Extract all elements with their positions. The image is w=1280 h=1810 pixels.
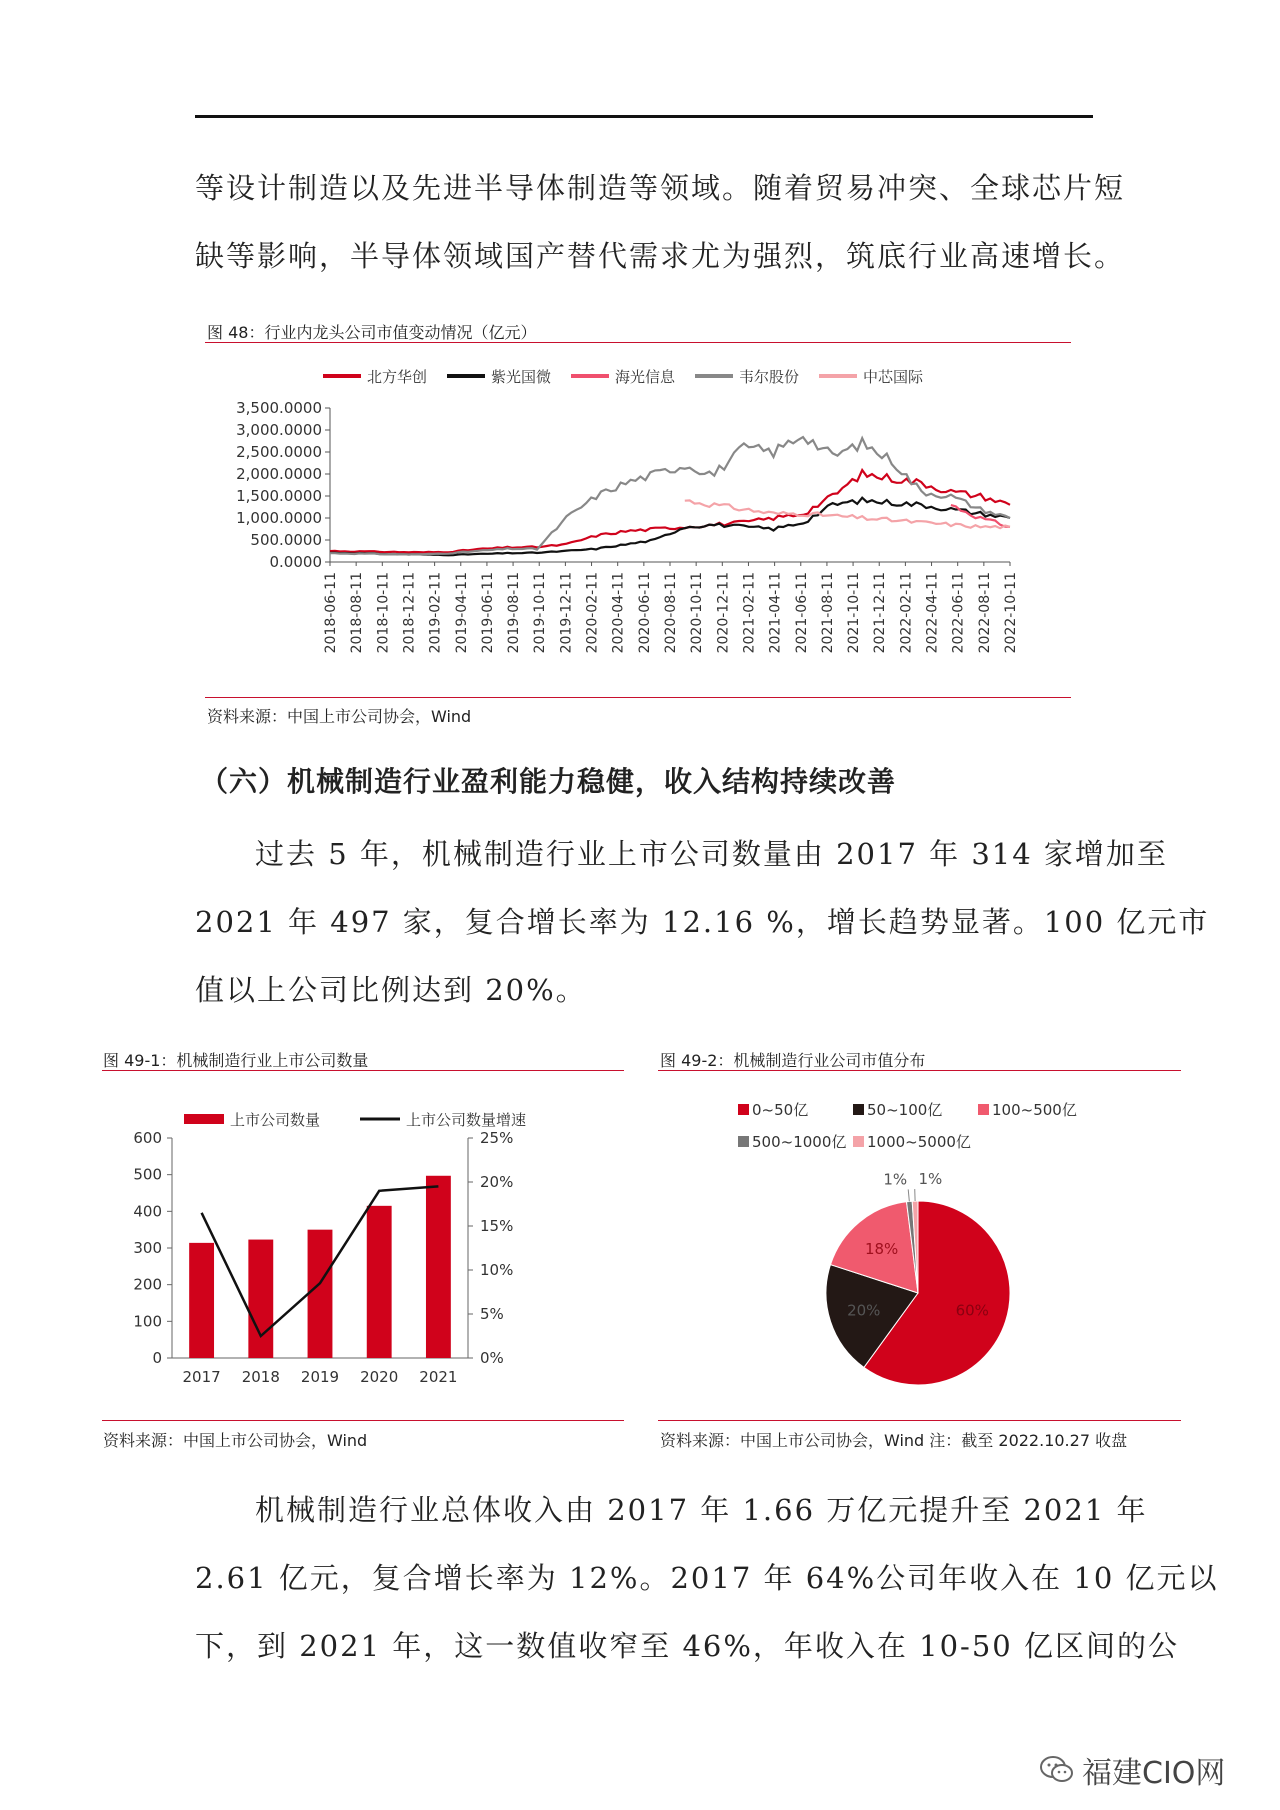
fig49-2-top-rule — [658, 1070, 1181, 1071]
x-tick-label: 2017 — [182, 1368, 221, 1386]
y-tick-label: 600 — [133, 1129, 162, 1147]
legend-swatch — [853, 1136, 864, 1147]
legend-label: 海光信息 — [615, 368, 676, 386]
y-tick-label: 3,500.0000 — [236, 399, 322, 417]
series-line — [330, 498, 1010, 556]
legend-label: 0~50亿 — [752, 1101, 809, 1119]
y-tick-label: 1,500.0000 — [236, 487, 322, 505]
paragraph-2 — [195, 820, 1210, 1024]
y2-tick-label: 15% — [480, 1217, 514, 1235]
fig49-2-pie-chart — [658, 1078, 1181, 1408]
x-tick-label: 2018-06-11 — [323, 572, 339, 654]
y2-tick-label: 0% — [480, 1349, 504, 1367]
legend-swatch — [738, 1136, 749, 1147]
x-tick-label: 2021-06-11 — [793, 572, 810, 654]
fig49-2-bottom-rule — [658, 1420, 1181, 1421]
x-tick-label: 2022-06-11 — [950, 572, 967, 654]
fig48-source: 资料来源：中国上市公司协会，Wind — [207, 707, 472, 726]
bar — [189, 1243, 214, 1358]
legend-label: 紫光国微 — [491, 368, 552, 386]
x-tick-label: 2019-10-11 — [532, 572, 549, 654]
paragraph-line: 2.61 亿元，复合增长率为 12%。2017 年 64%公司年收入在 10 亿元以 — [195, 1561, 1219, 1595]
x-tick-label: 2018-12-11 — [401, 572, 418, 654]
fig49-1-source: 资料来源：中国上市公司协会，Wind — [103, 1431, 368, 1450]
y2-tick-label: 20% — [480, 1173, 514, 1191]
paragraph-1 — [195, 154, 1126, 290]
paragraph-line: 缺等影响，半导体领域国产替代需求尤为强烈，筑底行业高速增长。 — [195, 239, 1126, 273]
y-tick-label: 500.0000 — [250, 531, 322, 549]
fig49-1-bottom-rule — [102, 1420, 624, 1421]
y-tick-label: 300 — [133, 1239, 162, 1257]
legend-swatch — [978, 1104, 989, 1115]
bar — [308, 1230, 333, 1358]
x-tick-label: 2020-06-11 — [636, 572, 653, 654]
x-tick-label: 2022-04-11 — [924, 572, 941, 654]
x-tick-label: 2021-04-11 — [767, 572, 784, 654]
legend-swatch — [184, 1114, 224, 1124]
paragraph-line: 等设计制造以及先进半导体制造等领域。随着贸易冲突、全球芯片短 — [195, 171, 1126, 205]
legend-swatch — [738, 1104, 749, 1115]
y2-tick-label: 10% — [480, 1261, 514, 1279]
paragraph-line: 值以上公司比例达到 20%。 — [195, 973, 587, 1007]
y-tick-label: 0 — [152, 1349, 162, 1367]
legend-label: 上市公司数量 — [230, 1111, 321, 1129]
fig48-bottom-rule — [205, 697, 1071, 698]
fig48-line-chart — [205, 352, 1071, 688]
fig49-2-title: 图 49-2：机械制造行业公司市值分布 — [660, 1051, 926, 1070]
legend-swatch — [853, 1104, 864, 1115]
x-tick-label: 2022-10-11 — [1003, 572, 1019, 654]
x-tick-label: 2021-12-11 — [872, 572, 889, 654]
paragraph-line: 下，到 2021 年，这一数值收窄至 46%，年收入在 10-50 亿区间的公 — [195, 1629, 1179, 1663]
watermark-text: 福建CIO网 — [1082, 1756, 1226, 1791]
y2-tick-label: 25% — [480, 1129, 514, 1147]
x-tick-label: 2019-12-11 — [558, 572, 575, 654]
y-tick-label: 100 — [133, 1312, 162, 1331]
y-tick-label: 1,000.0000 — [236, 509, 322, 527]
bar — [248, 1240, 273, 1358]
x-tick-label: 2018 — [241, 1368, 280, 1386]
y-tick-label: 200 — [133, 1275, 162, 1294]
x-tick-label: 2020-04-11 — [610, 572, 627, 654]
pie-label: 18% — [864, 1240, 899, 1259]
x-tick-label: 2018-08-11 — [349, 572, 366, 654]
x-tick-label: 2019-02-11 — [427, 572, 444, 654]
wechat-icon — [1040, 1755, 1074, 1785]
paragraph-line: 机械制造行业总体收入由 2017 年 1.66 万亿元提升至 2021 年 — [255, 1493, 1148, 1527]
watermark — [1040, 1748, 1225, 1792]
y-tick-label: 400 — [133, 1202, 162, 1221]
x-tick-label: 2022-02-11 — [898, 572, 915, 654]
pie-label: 1% — [883, 1170, 908, 1189]
pie-label: 60% — [955, 1301, 989, 1320]
x-tick-label: 2021 — [419, 1368, 458, 1386]
paragraph-3 — [195, 1476, 1219, 1680]
x-tick-label: 2021-02-11 — [741, 572, 758, 654]
series-line — [330, 437, 1010, 554]
y-tick-label: 3,000.0000 — [236, 421, 322, 439]
y-tick-label: 2,000.0000 — [236, 465, 322, 483]
y-tick-label: 2,500.0000 — [236, 443, 322, 461]
bar — [426, 1176, 451, 1358]
x-tick-label: 2020-08-11 — [663, 572, 679, 654]
x-tick-label: 2019-04-11 — [453, 572, 470, 654]
x-tick-label: 2021-08-11 — [819, 572, 836, 654]
legend-label: 100~500亿 — [992, 1101, 1077, 1119]
fig48-top-rule — [205, 342, 1071, 343]
paragraph-line: 过去 5 年，机械制造行业上市公司数量由 2017 年 314 家增加至 — [255, 837, 1168, 871]
section-heading: （六）机械制造行业盈利能力稳健，收入结构持续改善 — [200, 765, 897, 798]
x-tick-label: 2020-10-11 — [689, 572, 706, 654]
paragraph-line: 2021 年 497 家，复合增长率为 12.16 %，增长趋势显著。100 亿元市 — [195, 905, 1210, 939]
x-tick-label: 2018-10-11 — [375, 572, 392, 654]
y-tick-label: 0.0000 — [269, 553, 322, 571]
legend-label: 北方华创 — [367, 368, 428, 386]
fig49-2-source: 资料来源：中国上市公司协会，Wind 注：截至 2022.10.27 收盘 — [660, 1431, 1128, 1450]
legend-label: 韦尔股份 — [739, 368, 800, 386]
y2-tick-label: 5% — [480, 1305, 504, 1323]
fig49-1-top-rule — [102, 1070, 624, 1071]
series-line — [330, 470, 1010, 552]
fig48-title: 图 48：行业内龙头公司市值变动情况（亿元） — [207, 323, 537, 342]
legend-label: 上市公司数量增速 — [406, 1111, 527, 1129]
y-tick-label: 500 — [133, 1165, 162, 1184]
pie-label: 1% — [918, 1170, 943, 1189]
legend-label: 中芯国际 — [863, 368, 924, 386]
legend-label: 500~1000亿 — [752, 1133, 847, 1151]
fig49-1-title: 图 49-1：机械制造行业上市公司数量 — [103, 1051, 369, 1070]
x-tick-label: 2022-08-11 — [976, 572, 993, 654]
x-tick-label: 2020-12-11 — [715, 572, 732, 654]
legend-label: 1000~5000亿 — [867, 1133, 971, 1151]
bar — [367, 1206, 392, 1358]
x-tick-label: 2019-08-11 — [506, 572, 523, 654]
pie-leader — [908, 1189, 909, 1201]
legend-label: 50~100亿 — [867, 1101, 943, 1119]
x-tick-label: 2020 — [360, 1368, 399, 1386]
x-tick-label: 2019 — [300, 1368, 340, 1386]
pie-label: 20% — [847, 1301, 881, 1320]
x-tick-label: 2021-10-11 — [846, 572, 863, 654]
header-rule — [195, 115, 1093, 118]
x-tick-label: 2019-06-11 — [479, 572, 496, 654]
fig49-1-combo-chart — [102, 1078, 624, 1408]
x-tick-label: 2020-02-11 — [584, 572, 601, 654]
